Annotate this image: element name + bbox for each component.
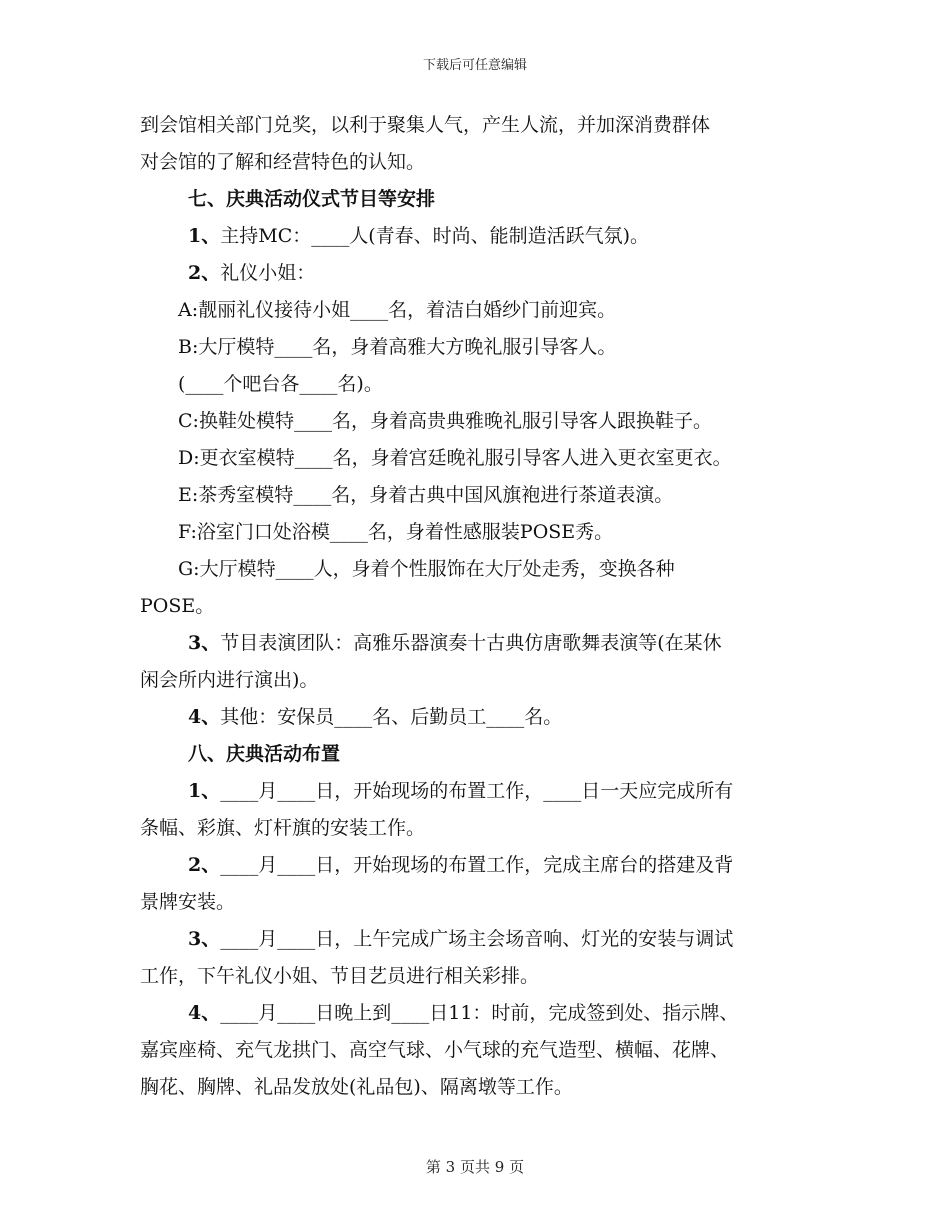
item-text: 节目表演团队：高雅乐器演奏十古典仿唐歌舞表演等(在某休 [220,632,722,654]
document-body [140,107,820,1106]
paragraph-line: 到会馆相关部门兑奖，以利于聚集人气，产生人流，并加深消费群体 [140,114,711,136]
item-number: 3、 [188,632,221,654]
item-number: 4、 [188,1002,221,1024]
section-heading-7: 七、庆典活动仪式节目等安排 [188,188,436,210]
sub-item-e: E:茶秀室模特____名，身着古典中国风旗袍进行茶道表演。 [178,484,674,506]
sub-item-c: C:换鞋处模特____名，身着高贵典雅晚礼服引导客人跟换鞋子。 [178,410,712,432]
item-number: 1、 [188,225,221,247]
sub-item-b: B:大厅模特____名，身着高雅大方晚礼服引导客人。 [178,336,617,358]
paragraph-line: 工作，下午礼仪小姐、节目艺员进行相关彩排。 [140,965,540,987]
paragraph-line: 闲会所内进行演出)。 [140,669,319,691]
section-heading-8: 八、庆典活动布置 [188,743,341,765]
list-item-other [140,699,820,736]
paragraph-line: POSE。 [140,595,215,617]
paragraph-line: 条幅、彩旗、灯杆旗的安装工作。 [140,817,426,839]
list-item-performance [140,625,820,662]
item-text: ____月____日，开始现场的布置工作，____日一天应完成所有 [220,780,734,802]
item-text: 礼仪小姐： [220,262,316,284]
item-text: ____月____日晚上到____日11：时前，完成签到处、指示牌、 [220,1002,739,1024]
sub-item-b-note: (____个吧台各____名)。 [178,373,383,395]
sub-item-g: G:大厅模特____人，身着个性服饰在大厅处走秀，变换各种 [178,558,675,580]
item-number: 2、 [188,854,221,876]
item-number: 3、 [188,928,221,950]
list-item-setup-3 [140,921,820,958]
item-text: ____月____日，上午完成广场主会场音响、灯光的安装与调试 [220,928,734,950]
list-item-setup-4 [140,995,820,1032]
item-number: 2、 [188,262,221,284]
list-item-setup-2 [140,847,820,884]
item-text: ____月____日，开始现场的布置工作，完成主席台的搭建及背 [220,854,734,876]
page-footer: 第 3 页共 9 页 [425,1158,525,1176]
paragraph-line: 嘉宾座椅、充气龙拱门、高空气球、小气球的充气造型、横幅、花牌、 [140,1039,730,1061]
sub-item-a: A:靓丽礼仪接待小姐____名，着洁白婚纱门前迎宾。 [178,299,617,321]
paragraph-line: 胸花、胸牌、礼品发放处(礼品包)、隔离墩等工作。 [140,1076,573,1098]
list-item-host [140,218,820,255]
list-item-setup-1 [140,773,820,810]
item-number: 4、 [188,706,221,728]
page-header: 下载后可任意编辑 [422,58,527,73]
item-text: 其他：安保员____名、后勤员工____名。 [220,706,563,728]
paragraph-line: 对会馆的了解和经营特色的认知。 [140,151,426,173]
sub-item-f: F:浴室门口处浴模____名，身着性感服装POSE秀。 [178,521,614,543]
paragraph-line: 景牌安装。 [140,891,236,913]
item-number: 1、 [188,780,221,802]
list-item-etiquette [140,255,820,292]
sub-item-d: D:更衣室模特____名，身着宫廷晚礼服引导客人进入更衣室更衣。 [178,447,732,469]
item-text: 主持MC：____人(青春、时尚、能制造活跃气氛)。 [220,225,650,247]
